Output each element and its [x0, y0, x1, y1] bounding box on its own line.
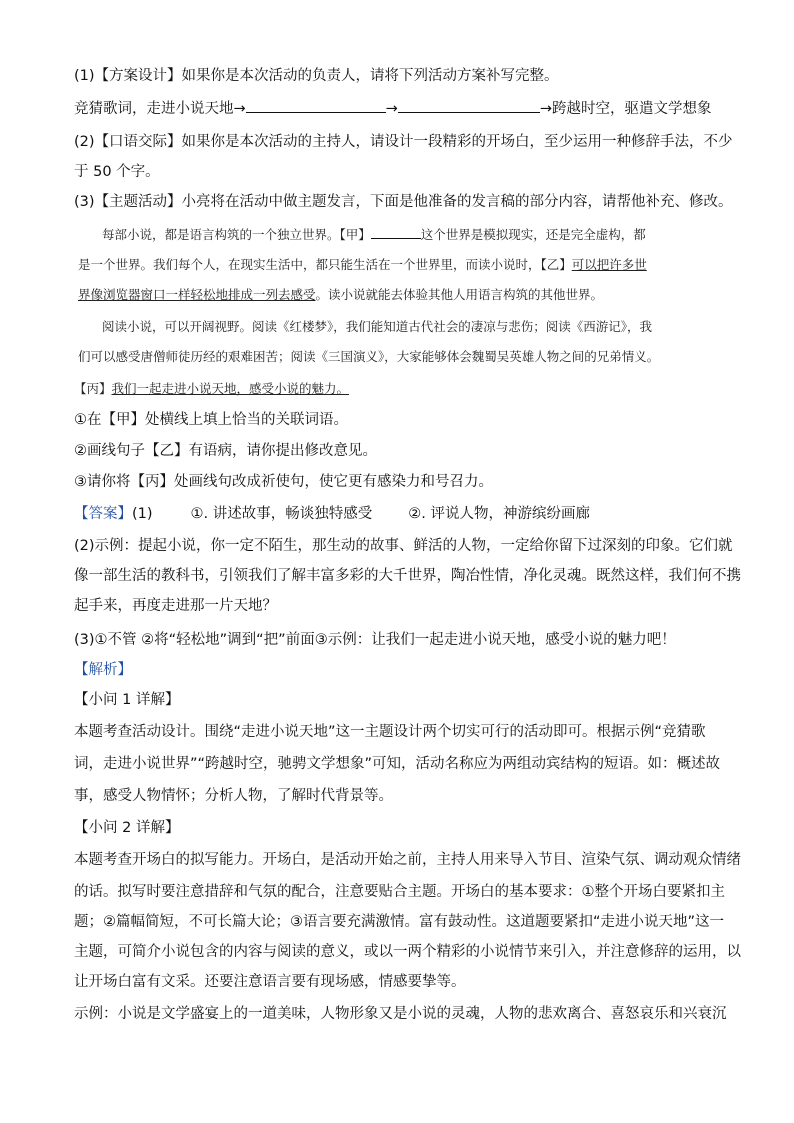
passage-text: 是一个世界。我们每个人，在现实生活中，都只能生活在一个世界里，而读小说时，【乙】: [78, 257, 572, 272]
question-3-prompt: (3)【主题活动】小亮将在活动中做主题发言，下面是他准备的发言稿的部分内容，请帮他补充、修改。: [74, 194, 733, 210]
question-2-line-1: (2)【口语交际】如果你是本次活动的主持人，请设计一段精彩的开场白，至少运用一种修辞手法，不少: [74, 134, 733, 150]
passage-line-2: [78, 256, 647, 274]
sub-1-line-3: 事，感受人物情怀；分析人物，了解时代背景等。: [74, 788, 393, 804]
passage-line-3: [78, 286, 603, 304]
sub-2-line-6: 示例：小说是文学盛宴上的一道美味，人物形象又是小说的灵魂，人物的悲欢离合、喜怒哀乐和兴衰沉: [74, 1006, 727, 1022]
passage-text: 每部小说，都是语言构筑的一个独立世界。【甲】: [102, 227, 371, 242]
sub-question-2: ②画线句子【乙】有语病，请你提出修改意见。: [74, 443, 377, 459]
sub-2-line-5: 让开场白富有文采。还要注意语言要有现场感，情感要挚等。: [74, 974, 466, 990]
sub-2-line-4: 主题，可简介小说包含的内容与阅读的意义，或以一两个精彩的小说情节来引入，并注意修辞的运用，以: [74, 944, 741, 960]
answer-item-1: . 讲述故事，畅谈独特感受: [203, 506, 373, 522]
sub-2-line-3: 题；②篇幅简短，不可长篇大论；③语言要充满激情。富有鼓动性。这道题要紧扣“走进小说天地”这一: [74, 914, 725, 930]
underlined-sentence-bing: 我们一起走进小说天地，感受小说的魅力。: [111, 381, 350, 396]
passage-text: 这个世界是模拟现实，还是完全虚构，都: [420, 227, 646, 242]
sub-2-line-1: 本题考查开场白的拟写能力。开场白，是活动开始之前，主持人用来导入节目、渲染气氛、调动观众情绪: [74, 852, 741, 868]
sub-question-1: ①在【甲】处横线上填上恰当的关联词语。: [74, 412, 348, 428]
passage-line-4: 阅读小说，可以开阔视野。阅读《红楼梦》，我们能知道古代社会的凄凉与悲伤；阅读《西游记》，我: [102, 319, 653, 334]
answer-2-line-1: (2)示例：提起小说，你一定不陌生，那生动的故事、鲜活的人物，一定给你留下过深刻的印象。它们就: [74, 538, 733, 554]
question-1-prompt: (1)【方案设计】如果你是本次活动的负责人，请将下列活动方案补写完整。: [74, 68, 559, 84]
passage-line-1: [102, 224, 646, 244]
blank-jia: [371, 224, 421, 239]
answer-item-2: . 评说人物，神游缤纷画廊: [421, 506, 590, 522]
sub-question-3: ③请你将【丙】处画线句改成祈使句，使它更有感染力和号召力。: [74, 474, 493, 490]
answer-3: (3)①不管 ②将“轻松地”调到“把”前面③示例：让我们一起走进小说天地，感受小说的魅力吧！: [74, 632, 676, 648]
chain-start: 竞猜歌词，走进小说天地→: [74, 101, 246, 117]
answer-label: 【答案】: [74, 506, 132, 522]
answer-circle-2: ②: [408, 506, 422, 522]
sub-2-line-2: 的话。拟写时要注意措辞和气氛的配合，注意要贴合主题。开场白的基本要求：①整个开场白要紧扣主: [74, 884, 725, 900]
blank-line-2: [398, 98, 540, 113]
sub-1-line-1: 本题考查活动设计。围绕“走进小说天地”这一主题设计两个切实可行的活动即可。根据示例“竞猜歌: [74, 724, 706, 740]
answer-circle-1: ①: [190, 506, 204, 522]
blank-line-1: [246, 98, 386, 113]
answer-number: (1): [132, 506, 153, 522]
analysis-label: 【解析】: [74, 662, 132, 678]
sub-1-line-2: 词，走进小说世界”“跨越时空，驰骋文学想象”可知，活动名称应为两组动宾结构的短语。如：概述故: [74, 756, 721, 772]
answer-line-1: [74, 504, 590, 524]
sub-2-heading: 【小问 2 详解】: [74, 820, 180, 836]
activity-plan-chain: [74, 98, 711, 119]
answer-2-line-3: 起手来，再度走进那一片天地？: [74, 598, 277, 614]
chain-arrow: →: [385, 101, 398, 117]
passage-text: 。读小说就能去体验其他人用语言构筑的其他世界。: [315, 287, 604, 302]
question-2-line-2: 于 50 个字。: [74, 164, 160, 180]
underlined-sentence-yi-end: 界像浏览器窗口一样轻松地排成一列去感受: [78, 287, 316, 302]
chain-end: →跨越时空，驱遣文学想象: [539, 101, 712, 117]
passage-line-5: 们可以感受唐僧师徒历经的艰难困苦；阅读《三国演义》，大家能够体会魏蜀吴英雄人物之间的兄弟情义。: [78, 349, 660, 364]
passage-text: 【丙】: [74, 381, 112, 396]
passage-line-6: [74, 380, 349, 398]
underlined-sentence-yi: 可以把许多世: [571, 257, 647, 272]
sub-1-heading: 【小问 1 详解】: [74, 692, 180, 708]
answer-2-line-2: 像一部生活的教科书，引领我们了解丰富多彩的大千世界，陶冶性情，净化灵魂。既然这样，我们何不携: [74, 568, 741, 584]
